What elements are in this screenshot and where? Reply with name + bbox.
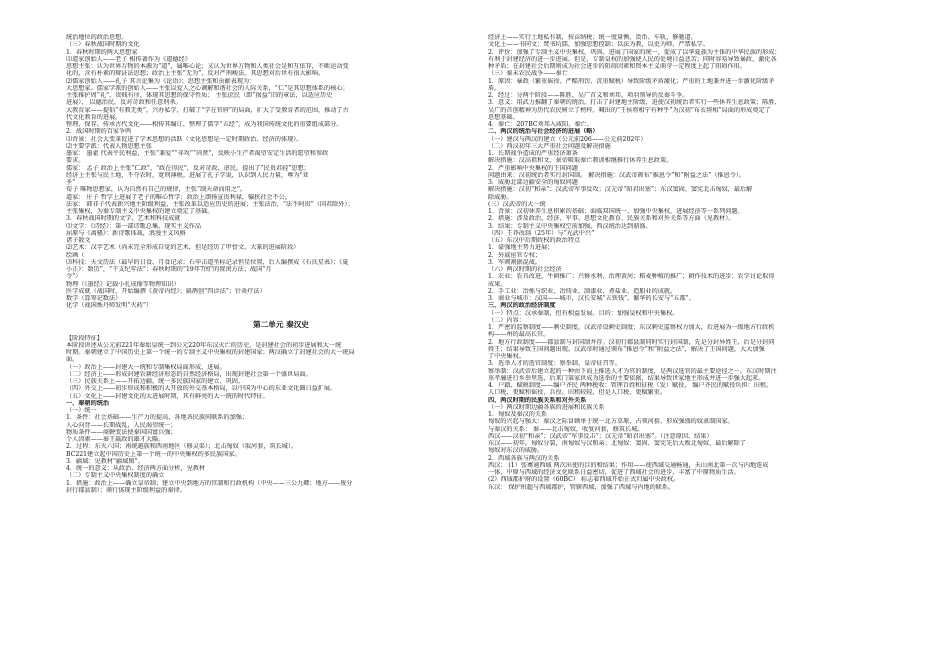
text-line: 小正》：数历”，“干支纪年法”：春秋时期的“19年7闰”的置闰方法；战国“月 — [66, 266, 272, 273]
text-line: 与秦汉的关系： 秦——北击匈奴，收复河套，修筑长城。 — [488, 425, 644, 433]
text-line: 主张推护周“礼”，贵贱有序，体现其思想的保守性质； 主张庶民（即“损益”旧的章法，以适应历史 — [66, 92, 333, 99]
text-line: 一体，中原与西域的经济文化联系日益密切，促进了西域社会的进步，丰富了中原物质生活。 — [488, 469, 740, 476]
text-line: 西汉——汉初“和亲”；汉武帝“军事反击”；汉元帝“昭君出塞”。（注意原因、结果） — [488, 432, 713, 440]
text-line: 统治地位的政治思想。 — [66, 34, 128, 41]
text-line: (2）西域都护府的设置（60BC） 标志着西域开始正式归属中央政权。 — [488, 476, 680, 484]
text-line: 重孝廉进行乡举里选，后来门第家世成为选举的主要依据，结果导致世家地主形成并进一步强大起来。 — [488, 374, 765, 382]
text-line: 诸子散文 — [66, 237, 91, 244]
text-line: 物理（《墨经》记载小孔成像等物理知识） — [66, 280, 180, 288]
text-line: （一）统一 — [66, 407, 97, 414]
text-line: 化学（战国炼丹师发明“火药”） — [66, 302, 153, 310]
text-line: 了中央集权。 — [488, 353, 525, 360]
text-line: 令”） — [66, 273, 82, 281]
text-line: 代文化教育的进展。 — [66, 113, 122, 121]
text-line: 3．威胁北部边疆安全的匈奴问题 — [488, 179, 578, 186]
text-line: （一）建汉与两汉的建立（公元前206——公元前202年） — [488, 135, 647, 143]
text-line: （二）内容： — [488, 316, 525, 324]
text-line: 4．统一的意义：从政治、经济两方面分析，见教材 — [66, 465, 206, 472]
text-line: 要求。 — [66, 157, 85, 165]
left-column — [66, 34, 496, 494]
text-line: 人口税、更赋和徭役、兵役。田租较轻，但是人口税、更赋繁重。 — [488, 389, 667, 397]
text-line: 荀子 唯物思想家，认为自然有自己的规律，主张“制天命而用之”。 — [66, 186, 247, 194]
text-line: 进展）， 以德治民，反对苛政和任意刑杀。 — [66, 99, 182, 107]
text-line: 一、秦朝的统治 — [66, 399, 109, 407]
text-line: (三）汉武帝的大一统 — [488, 200, 546, 208]
text-line: 1．农业：农具改进、牛耕推广；兴修水利，治理黄河；稻麦种植的推广；耕作技术的进步；农学讨论取得 — [488, 273, 775, 281]
text-line: 面。 — [66, 356, 79, 364]
text-line: 3．军阀割据混战。 — [488, 258, 542, 266]
text-line: 数学（算筹记数法） — [66, 295, 122, 302]
text-line: 吴广的首创精神为历代农民树立了榜样。喊出的“王侯将相宁有种乎”为汉初“布衣将相”局面的形成奠定了 — [488, 106, 771, 114]
text-line: 2．地方行政制度——郡县制与封国制并存。汉初行郡县制同时实行封国制，先是分封异姓王，后是分封同 — [488, 338, 775, 346]
text-line: （二）西汉初年三大严重社会问题及解决措施 — [488, 142, 611, 150]
text-line: （一）两汉时期边疆各族的进展和民族关系 — [488, 403, 605, 411]
text-line: 3．春秋战国时期的文学、艺术和科技成就 — [66, 215, 181, 223]
text-line: 2．过程：东灭六国；南统越族和西南地区（修灵渠）；北击匈奴（取河套，筑长城）。 — [66, 443, 298, 451]
text-line: 1．长期战争造成的严重经济萧条 — [488, 150, 578, 157]
text-line: 经济上——实行土地私有制，按亩纳税；统一度量衡、货币、车轨，修驰道。 — [488, 34, 697, 41]
text-line: 圣” — [66, 179, 76, 186]
text-line: 解决措施：汉初“和亲”；汉武帝军事反攻；汉元帝“昭君出塞”；东汉窦固、窦宪北击匈奴，最后解 — [488, 186, 753, 194]
text-line: 2．严重影响中央集权的王国问题 — [488, 164, 578, 172]
text-line: 四、两汉时期的民族关系和对外关系 — [488, 396, 587, 404]
text-line: 2．外戚宦官专权； — [488, 251, 542, 259]
text-line: 2．手工业：冶炼与织业、冶铸业、制漆业、煮盐业、造船业的成就。 — [488, 287, 677, 295]
text-line: 绘画（ — [66, 251, 85, 259]
text-line: 构——州的最高长官。 — [488, 331, 550, 339]
right-column — [488, 34, 918, 491]
text-line: ⑴文学：《诗经》：第一部诗歌总集，现实主义作品 — [66, 222, 202, 230]
text-line: 文化上——书同文；焚书坑儒，加强思想控制；以法为教，以吏为师，严禁私学。 — [488, 41, 710, 49]
text-line: 化的，含有朴素的辩证法思想；政治上主张“无为”，反对严刑峻法。其思想对后世有很大影响。 — [66, 70, 325, 78]
text-line: （五）文化上——封建文化的大进展时期，其有鲜亮的大一统的时代特征。 — [66, 392, 269, 400]
text-line: BC221建立起中国历史上第一个统一的中央集权的多民族国家。 — [66, 450, 241, 458]
text-line: 西汉： (1）张骞通西域 两次出使的目的和结果；作用——使西域交通畅通，天山南北第一次与内地连成 — [488, 461, 769, 469]
text-line: 3．结果：专制主义中央集权空前加强，西汉统治达到鼎盛。 — [488, 222, 652, 230]
text-line: 3．意义：用武力推翻了秦朝的统治，打击了封建地主阶级，迫使汉初统治者实行一些休养生息政策；陈胜、 — [488, 99, 781, 107]
text-line: 二、两汉的统治与社会经济的进展（略） — [488, 128, 599, 136]
text-line: 屈原与《离骚》：新诗歌体裁，浪漫主义风格 — [66, 229, 186, 237]
text-line: 4．秦亡：207BC刘邦入咸阳，秦亡。 — [488, 121, 593, 128]
text-line: 墨家： 墨翟 代表平民利益，主张“兼爱”“非攻”“尚贤”，反映小生产者渴望安定生活的愿望和参政 — [66, 150, 329, 157]
text-line: 思想基础。 — [488, 113, 519, 121]
text-line: 1．严密的监察制度——刺史制度。汉武帝设刺史制度；东汉刺史监察权力加大，后进展为一级地方行政机 — [488, 324, 775, 331]
text-line: 匈奴对东汉的威胁。 — [488, 447, 544, 455]
text-line: 时期。秦朝建立了中国历史上第一个统一的专制主义中央集权的封建国家；两汉确立了封建社会的大一统局 — [66, 349, 355, 356]
text-line: （四）外交上——初步形成和积极的大开放的外交基本格局，以中国为中心的东亚文化圈日益扩展。 — [66, 385, 337, 393]
text-line: 大教育家——提倡“有教无类”，兴办私学，打破了“学在官府”的局面，扩大了受教育者的范围，推动了古 — [66, 106, 349, 114]
text-line: 1．豪强地主势力进展； — [488, 244, 554, 252]
text-line: 1．匈奴及秦汉的关系 — [488, 411, 548, 418]
text-line: 3．商业与城市：汉国——城市，汉长安城“五铁钱”，繁华的长安与“五都”。 — [488, 295, 695, 302]
text-line: （三）秦末农民战争——秦亡 — [488, 70, 568, 78]
text-line: 1．背景：汉初休养生息积累的基础；面临双国统一、加强中央集权、进展经济等一系列问题。 — [488, 208, 744, 215]
text-line: （六）两汉时期的社会经济 — [488, 266, 562, 273]
text-line: 经济上主张与民土地，不夺农时，宽刑薄税。进展了孔子学说，认识到人民力量，尊为“亚 — [66, 171, 309, 179]
text-line: 除威胁。 — [488, 193, 513, 201]
text-line: ⑵儒家创始人——孔子 其言论集为《论语》；思想主张和贡献表现为： — [66, 77, 256, 85]
text-line: 医学成就（战国时，开始编撰《黄帝内经》；扁鹊创“四诊法”；针灸疗法） — [66, 287, 266, 295]
text-line: （二）经济上——形成封建农耕经济形态的自然经济格局，出现封建社会第一个盛世局面。 — [66, 370, 312, 378]
text-line: 儒家： 孟子 政治上主张“仁政”、“政在得民”，反对苛政、虐民，提出了“民贵君轻”思想； — [66, 164, 310, 172]
text-line: 3．选举人才的选官制度：察举制、皇帝征召等。 — [488, 360, 621, 368]
text-line: 1．春秋时期的两大思想家 — [66, 48, 138, 56]
text-line: （一）政治上——封建大一统和专制集权局面形成、进展。 — [66, 363, 226, 371]
text-line: ⑵主要学派：代表人物思想主张 — [66, 142, 152, 150]
text-line: 姓王；结果导致王国问题出现。汉武帝时通过颁布“推恩令”和“附益之法”，解决了王国问题，大大加强 — [488, 345, 765, 353]
text-line: 2．经过：分两个阶段——陈胜、吴广首义和刘邦、项羽领导的反秦斗争。 — [488, 92, 689, 99]
text-line: ⑴道家创始人——老子 相传著作为《道德经》 — [66, 55, 191, 63]
text-line: （五）东汉中后期政权的政治特点 — [488, 237, 581, 244]
text-line: 2．西域各族与两汉的关系 — [488, 454, 560, 462]
text-line: 物质条件——商鞅变法使秦国国富兵强； — [66, 428, 177, 436]
text-line: 东汉： 保护班超与西域都护，管辖西域，加强了西域与内地的联系。 — [488, 483, 675, 491]
text-line: 东汉——初年，匈奴分裂，南匈奴与汉和亲；北匈奴：窦固、窦宪先后大败北匈奴，最后解除了 — [488, 440, 746, 447]
text-line: 有利于封建经济的进一步进展。但是，专制皇权的加强使人民的处境日益悲苦；同时容易导致暴政，激化各 — [488, 55, 777, 63]
text-line: 4．户籍、赋税制度——编户齐民 两种税收：管理百姓和征税（发）赋役， 编户齐民的赋役负担：田租、 — [488, 382, 773, 389]
text-line: （三）民族关系上——开拓边疆，统一多民族国家的建立、巩固。 — [66, 378, 245, 385]
text-line: 封行郡县制）；颁行体现主阶级利益的秦律。 — [66, 486, 186, 494]
text-line: 三、两汉的政治经济制度 — [488, 302, 556, 310]
text-line: 3．疆域：见教材“疆域图”。 — [66, 457, 144, 465]
text-line: 匈奴的兴起与强大：秦汉之际冒顿单于统一北方草原，占领河套，形成强盛的奴隶制国家。 — [488, 418, 734, 426]
text-line: （三）春秋战国时期的文化 — [66, 41, 140, 49]
text-line: （四）王莽改制（25年）与“光武中兴” — [488, 229, 595, 237]
text-line: 【阶段特征】 — [66, 334, 103, 342]
text-line: 2．评价：加强了专制主义中央集权，巩固、进展了国家的统一，促成了以华夏族为主体的中华民族的形成； — [488, 48, 781, 56]
text-line: 主张集权，为秦专制主义中央集权的建立奠定了基础。 — [66, 208, 214, 215]
text-line: （一）特点：汉承秦制，但有相益发展。目的：加强皇权和中央集权。 — [488, 309, 679, 317]
text-line: 本阶段讲述从公元前221年秦始皇统一到公元220年东汉灭亡的历史，是封建社会的初步进展和大一统 — [66, 341, 342, 349]
text-line: 1．措施：政治上——确立皇帝制；建立中央到地方的官制和行政机构（中央——三公九卿；地方——废分 — [66, 479, 353, 487]
text-line: 个人因素——秦王嬴政的雄才大略。 — [66, 436, 165, 443]
text-line: 思想主张：认为世界万物的本源为“道”，属唯心论；又认为世界万物和人类社会是和互依存，不断运动变 — [66, 63, 349, 70]
unit-title: 第二单元 秦汉史 — [253, 319, 309, 329]
text-line: 1．原因：暴政（繁重徭役、严酷刑罚、沉重赋税）导致阶级矛盾激化；严重的土地兼并进一步激化阶级矛 — [488, 77, 775, 85]
text-line: 盾。 — [488, 84, 501, 92]
text-line: （二）专制主义中央集权制度的确立 — [66, 472, 165, 480]
text-line: 成果。 — [488, 280, 507, 288]
text-line: 道家： 庄子 哲学上进展了老子的唯心哲学；政治上颂扬宣贵利禄，骗狭社会不公。 — [66, 193, 291, 201]
text-line: 种矛盾；在封建社会后期则成为社会进步的阻碍因素和资本主义萌芽一定程度上起了阻碍作用。 — [488, 63, 746, 70]
text-line: 大思想家。儒家学派的创始人——主张以爱人之心调解和谐社会的人际关系，“仁”是其思想体系的核心； — [66, 84, 349, 92]
text-line: 解决措施：汉高祖和文、景帝吸取秦亡教训相继推行休养生息政策。 — [488, 157, 673, 165]
text-line: 法家： 韩非子代表新兴地主阶级利益，主张改革以适应历史的进展；主张法治，“法不阿贵”（国君除外）； — [66, 200, 354, 208]
text-line: ⑵艺术：汉字艺术（尚未完全形成自觉的艺术，但是经历了甲骨文、大篆的进展阶段） — [66, 244, 300, 252]
text-line: 人心向背——长期战乱，人民渴望统一； — [66, 421, 177, 429]
text-line: 1．条件：社会基础——生产力的提高、各地各民族间联系的加强； — [66, 414, 248, 422]
text-line: 察举制：汉武帝后建立起的一种由下而上推选人才为官的制度，是两汉选官的最主要途径之一。东汉时期注 — [488, 367, 777, 375]
text-line: 整理、保存、传承古代文化——相传其编订、整理了儒学“五经”，成为我国传统文化的重要组成部分。 — [66, 121, 343, 128]
text-line: 2．战国时期的百家争鸣 — [66, 128, 132, 136]
text-line: 2．措施：涉及政治、经济、军事、思想文化教育、民族关系和对外关系等方面（见教材）。 — [488, 215, 735, 223]
text-line: ⑴背景：社会大变革促进了学术思想的活跃（文化思想是一定时期政治、经济的体现）。 — [66, 135, 303, 143]
text-line: 问题由来：汉初统治者实行封国制。 解决措施：汉武帝颁布“推恩令”和“附益之法”（推恩令）。 — [488, 171, 746, 179]
text-line: ⑶科技：天文历法（最早的日食、月食记录；石申击道坐标记录恒星位置，后人编撰成《石氏星表》；《夏 — [66, 258, 349, 266]
